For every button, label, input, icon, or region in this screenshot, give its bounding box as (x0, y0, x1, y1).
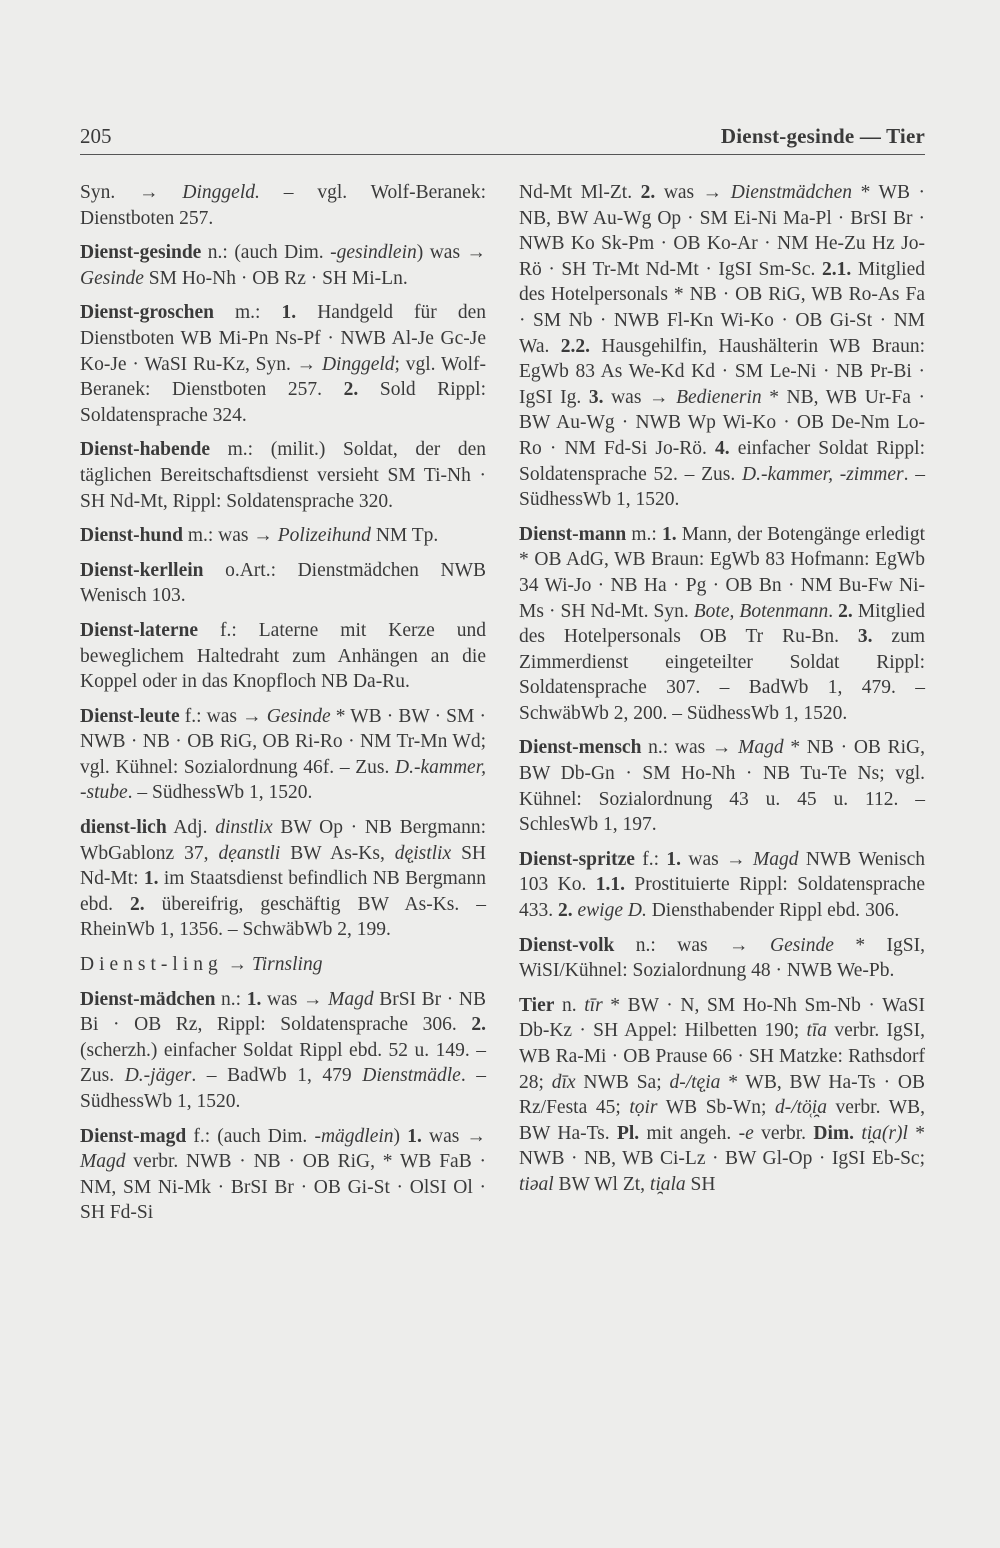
entry-text: was → (261, 988, 329, 1010)
italic-form: dīx (551, 1071, 576, 1093)
headword: 3. (588, 386, 604, 408)
entry-text: NM Tp. (370, 525, 439, 547)
italic-form: dinstlix (215, 817, 273, 839)
entry-text: * NB · OB RiG, BW Db-Gn · SM Ho-Nh · NB Tu-Te Ns; vgl. Kühnel: Sozialordnung 43 u. 45 u. 112. – SchlesWb 1, 197. (519, 737, 925, 836)
dictionary-entry (80, 815, 486, 943)
headword: 2. (558, 900, 573, 922)
italic-form: ewige D. (577, 900, 647, 922)
headword: Dienst-mann (519, 523, 627, 545)
running-head: Dienst-gesinde — Tier (720, 124, 925, 148)
entry-text: f.: (634, 848, 667, 870)
entry-text: verbr. NWB · NB · OB RiG, * WB FaB · NM, SM Ni-Mk · BrSI Br · OB Gi-St · OlSI Ol · SH Fd-Si (80, 1151, 486, 1224)
headword: 2.2. (560, 335, 591, 357)
entry-text: . – SüdhessWb 1, 1520. (127, 782, 313, 804)
left-column (80, 180, 486, 1235)
headword: Dienst-spritze (519, 848, 635, 870)
entry-text: * BW · N, SM Ho-Nh Sm-Nb · WaSI Db-Kz · SH Appel: Hilbetten 190; (519, 994, 926, 1042)
italic-form: d-/tö̜i̯a (774, 1097, 827, 1119)
headword: Tier (519, 994, 555, 1016)
entry-text: Syn. → (80, 182, 183, 203)
dictionary-entry (80, 240, 486, 291)
dictionary-entry (80, 437, 486, 514)
page-header (80, 124, 925, 155)
dictionary-entry (80, 1124, 486, 1226)
entry-text: f.: was → (179, 705, 267, 727)
headword: Dienst-laterne (80, 619, 199, 641)
dictionary-entry (519, 847, 925, 924)
entry-text: im Staatsdienst befindlich NB Bergmann ebd. (80, 868, 487, 915)
entry-text: m.: (626, 523, 662, 545)
entry-text: . – SüdhessWb 1, 1520. (519, 463, 926, 511)
entry-text: Mitglied des Hotelpersonals * NB · OB RiG, WB Ro-As Fa · SM Nb · NWB Fl-Kn Wi-Ko · OB Gi-St · NM Wa. (519, 258, 925, 357)
entry-text: f.: (auch Dim. (186, 1125, 315, 1147)
dictionary-entry (80, 618, 486, 695)
headword: Dim. (813, 1122, 854, 1144)
entry-text: mit angeh. (639, 1122, 739, 1144)
entry-text: n.: (auch Dim. (201, 242, 331, 264)
entry-text: Mitglied des Hotelpersonals OB Tr Ru-Bn. (519, 600, 925, 648)
headword: 2. (343, 379, 359, 401)
entry-text: Nd-Mt Ml-Zt. (519, 182, 641, 203)
entry-text: NWB Sa; (575, 1071, 670, 1093)
dictionary-entry (80, 952, 486, 978)
entry-text: was → (421, 1125, 487, 1147)
headword: 2. (130, 893, 145, 915)
spaced-headword: Dienst-ling (80, 954, 223, 976)
headword: 1. (407, 1125, 422, 1147)
headword: 1.1. (595, 874, 625, 896)
right-column (519, 180, 925, 1207)
italic-form: D.-jäger (124, 1065, 192, 1087)
headword: 1. (281, 302, 297, 324)
entry-text: f.: Laterne mit Kerze und beweglichem Haltedraht zum Anhängen an die Koppel oder in das Knopfloch NB Da-Ru. (80, 619, 486, 693)
entry-text: – vgl. Wolf-Beranek: Dienstboten 257. (80, 182, 486, 229)
entry-text: * WB · NB, BW Au-Wg Op · SM Ei-Ni Ma-Pl · BrSI Br · NWB Ko Sk-Pm · OB Ko-Ar · NM He-Zu Hz Jo-Rö · SH Tr-Mt Nd-Mt · IgSI Sm-Sc. (519, 182, 925, 280)
entry-text: m.: (213, 302, 282, 324)
headword: 2. (471, 1014, 486, 1036)
entry-text: ) (393, 1125, 408, 1147)
italic-form: Gesinde (80, 267, 144, 289)
entry-text: . (828, 600, 839, 622)
headword: 1. (661, 523, 677, 545)
italic-form: Gesinde (769, 934, 834, 956)
entry-text: n.: (215, 988, 247, 1010)
italic-form: -mägdlein (314, 1125, 394, 1147)
italic-form: Magd (80, 1151, 126, 1173)
dictionary-entry (80, 523, 486, 549)
italic-form: Gesinde (266, 705, 331, 727)
italic-form: dę̣istlix (394, 842, 452, 864)
italic-form: ti̯a(r)l (861, 1122, 908, 1144)
headword: 4. (714, 437, 730, 459)
entry-text: Mann, der Botengänge erledigt * OB AdG, WB Braun: EgWb 83 Hofmann: EgWb 34 Wi-Jo · NB Ha · Pg · OB Bn · NM Bu-Fw Ni-Ms · SH Nd-Mt. Syn. (519, 523, 925, 622)
italic-form: Bedienerin (676, 386, 762, 408)
entry-text: SM Ho-Nh · OB Rz · SH Mi-Ln. (143, 267, 408, 289)
italic-form: d-/tę̣ia (669, 1071, 721, 1093)
dictionary-entry (80, 704, 486, 806)
italic-form: D.-kammer, -stube (80, 756, 486, 804)
headword: Dienst-gesinde (80, 242, 202, 264)
page-number: 205 (80, 124, 112, 148)
italic-form: tọir (629, 1097, 658, 1119)
entry-text: NWB Wenisch 103 Ko. (519, 848, 925, 896)
headword: 2.1. (822, 258, 852, 280)
italic-form: Dienstmädle (362, 1065, 461, 1087)
headword: Dienst-habende (80, 439, 211, 461)
entry-text: * NB, WB Ur-Fa · BW Au-Wg · NWB Wp Wi-Ko · OB De-Nm Lo-Ro · NM Fd-Si Jo-Rö. (519, 386, 926, 459)
entry-text: was → (655, 182, 731, 203)
entry-text: was → (681, 848, 753, 870)
italic-form: tīr (584, 994, 603, 1016)
entry-text: * NWB · NB, WB Ci-Lz · BW Gl-Op · IgSI Eb-Sc; (519, 1122, 925, 1170)
italic-form: Tirnsling (252, 954, 323, 976)
italic-form: Magd (752, 848, 799, 870)
entry-text: BW Wl Zt, (553, 1173, 650, 1195)
entry-text: * WB, BW Ha-Ts · OB Rz/Festa 45; (519, 1071, 926, 1119)
dictionary-entry (80, 300, 486, 428)
entry-text: verbr. (753, 1122, 814, 1144)
entry-text: SH Nd-Mt: (80, 842, 487, 890)
entry-text: * WB · BW · SM · NWB · NB · OB RiG, OB Ri-Ro · NM Tr-Mn Wd; vgl. Kühnel: Sozialordnung 46f. – Zus. (80, 705, 486, 778)
entry-text: Handgeld für den Dienstboten WB Mi-Pn Ns-Pf · NWB Al-Je Gc-Je Ko-Je · WaSI Ru-Kz, Syn. → (80, 302, 486, 375)
italic-form: Magd (328, 988, 374, 1010)
headword: 1. (246, 988, 262, 1010)
entry-text: o.Art.: Dienstmädchen NWB Wenisch 103. (80, 559, 486, 607)
entry-text: was → (603, 386, 677, 408)
entry-text: m.: was → (182, 525, 278, 547)
dictionary-entry (80, 180, 486, 231)
entry-text: Hausgehilfin, Haushälterin WB Braun: EgWb 83 As We-Kd Kd · SM Le-Ni · NB Pr-Bi · IgSI Ig. (519, 335, 925, 408)
entry-text: (scherzh.) einfacher Soldat Rippl ebd. 52 u. 149. – Zus. (80, 1039, 486, 1087)
italic-form: D.-kammer, -zimmer (742, 463, 904, 485)
italic-form: dẹanstli (218, 842, 281, 864)
italic-form: tiəal (519, 1173, 554, 1195)
italic-form: Polizeihund (277, 525, 371, 547)
headword: Dienst-volk (519, 934, 615, 956)
entry-text: einfacher Soldat Rippl: Soldatensprache 52. – Zus. (519, 437, 925, 485)
headword: Dienst-mädchen (80, 988, 216, 1010)
italic-form: Dinggeld. (182, 182, 260, 203)
entry-text: → (222, 954, 252, 976)
italic-form: -e (738, 1122, 754, 1144)
italic-form: tīa (806, 1020, 828, 1042)
dictionary-entry (80, 987, 486, 1115)
entry-text: Prostituierte Rippl: Soldatensprache 433. (519, 874, 925, 922)
headword: Dienst-mensch (519, 737, 642, 759)
entry-text: zum Zimmerdienst eingeteilter Soldat Rippl: Soldatensprache 307. – BadWb 1, 479. – SchwäbWb 2, 200. – SüdhessWb 1, 1520. (519, 626, 925, 724)
entry-text: BrSI Br · NB Bi · OB Rz, Rippl: Soldatensprache 306. (80, 988, 487, 1036)
headword: Dienst-magd (80, 1125, 187, 1147)
dictionary-entry (519, 180, 925, 513)
entry-text: m.: (milit.) Soldat, der den täglichen Bereitschaftsdienst versieht SM Ti-Nh · SH Nd-Mt, Rippl: Soldatensprache 320. (80, 439, 486, 512)
headword: 2. (838, 600, 853, 622)
entry-text: Sold Rippl: Soldatensprache 324. (80, 379, 486, 426)
entry-text: . – BadWb 1, 479 (191, 1065, 363, 1087)
dictionary-entry (519, 522, 925, 727)
entry-text: ) was → (416, 242, 486, 264)
entry-text: übereifrig, geschäftig BW As-Ks. – RheinWb 1, 1356. – SchwäbWb 2, 199. (80, 893, 487, 941)
headword: 2. (640, 182, 656, 203)
entry-text: . – SüdhessWb 1, 1520. (80, 1065, 487, 1112)
entry-text: Diensthabender Rippl ebd. 306. (646, 900, 900, 922)
italic-form: -gesindlein (330, 242, 417, 264)
headword: dienst-lich (80, 817, 167, 839)
entry-text: BW As-Ks, (280, 842, 395, 864)
headword: Dienst-kerllein (80, 559, 204, 581)
headword: 1. (666, 848, 682, 870)
dictionary-entry (519, 993, 925, 1198)
entry-text: n. (554, 994, 585, 1016)
italic-form: Dinggeld (321, 353, 395, 375)
entry-text: verbr. IgSI, WB Ra-Mi · OB Prause 66 · SH Matzke: Rathsdorf 28; (519, 1020, 926, 1093)
entry-text: BW Op · NB Bergmann: WbGablonz 37, (80, 817, 486, 864)
entry-text: ; vgl. Wolf-Beranek: Dienstboten 257. (80, 353, 486, 401)
dictionary-entry (519, 735, 925, 837)
italic-form: Dienstmädchen (730, 182, 853, 203)
entry-text: SH (685, 1173, 716, 1195)
headword: 3. (857, 626, 873, 648)
entry-text: n.: was → (614, 934, 770, 956)
entry-text: verbr. WB, BW Ha-Ts. (519, 1097, 925, 1144)
headword: Pl. (616, 1122, 640, 1144)
dictionary-entry (519, 933, 925, 984)
headword: 1. (143, 868, 159, 890)
italic-form: Magd (738, 737, 784, 759)
headword: Dienst-leute (80, 705, 180, 727)
entry-text: WB Sb-Wn; (657, 1097, 775, 1119)
entry-text: * IgSI, WiSI/Kühnel: Sozialordnung 48 · NWB We-Pb. (519, 934, 925, 982)
italic-form: ti̯ala (649, 1173, 686, 1195)
italic-form: Bote, Botenmann (693, 600, 829, 622)
headword: Dienst-hund (80, 525, 183, 547)
headword: Dienst-groschen (80, 302, 214, 324)
dictionary-entry (80, 558, 486, 609)
entry-text: Adj. (166, 817, 216, 839)
entry-text: n.: was → (641, 737, 739, 759)
